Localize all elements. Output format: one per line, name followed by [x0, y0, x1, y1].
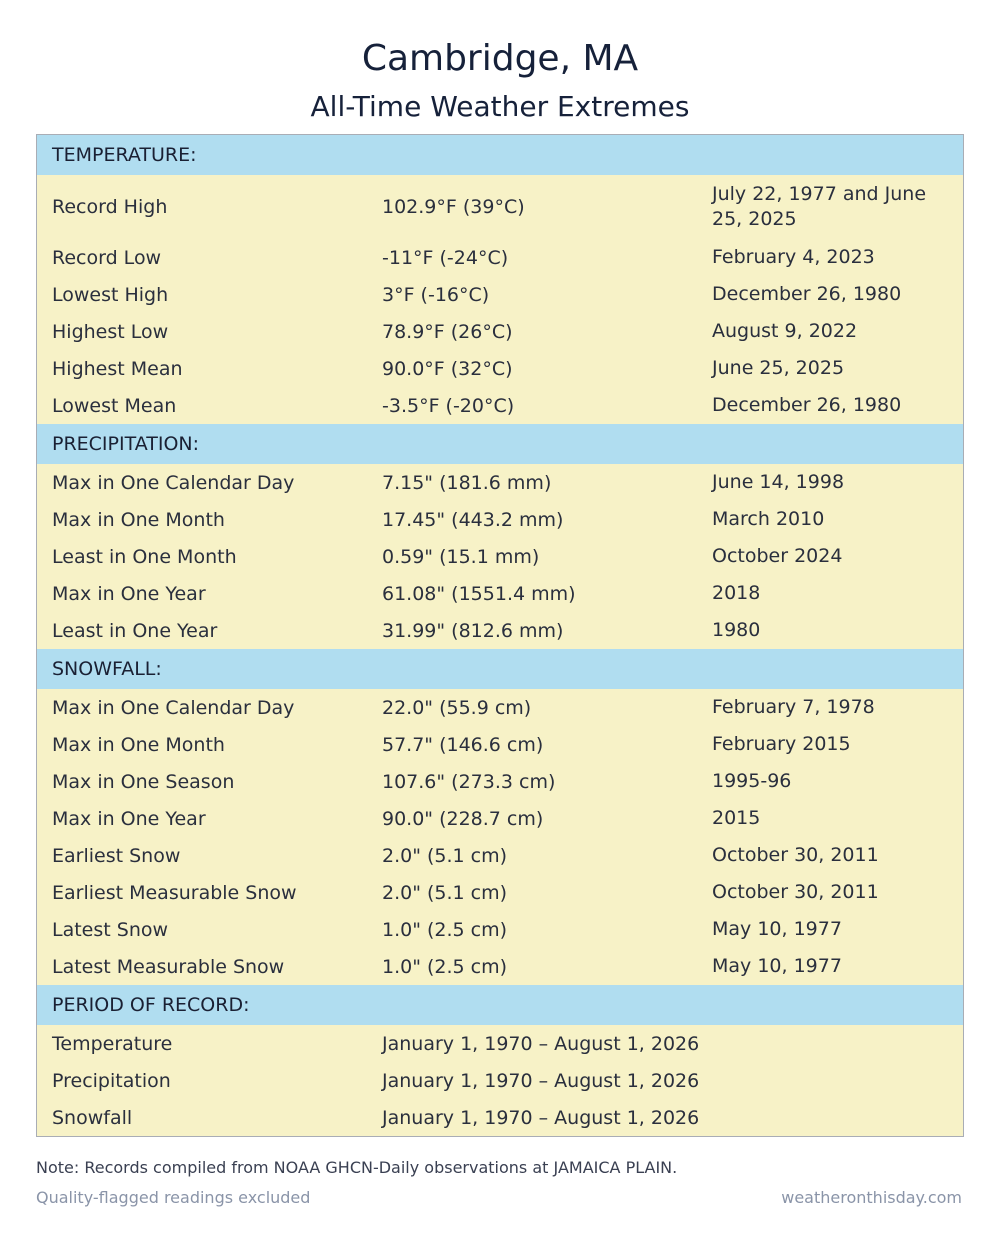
- row-label: Snowfall: [52, 1106, 133, 1129]
- row-value: 1.0" (2.5 cm): [382, 918, 508, 941]
- row-label: Earliest Snow: [52, 844, 181, 867]
- section-header-snowfall: SNOWFALL:: [37, 649, 963, 689]
- row-label: Max in One Calendar Day: [52, 471, 295, 494]
- footer-quality-note: Quality-flagged readings excluded: [36, 1188, 311, 1207]
- row-value: 0.59" (15.1 mm): [382, 545, 540, 568]
- row-value: January 1, 1970 – August 1, 2026: [382, 1106, 700, 1129]
- row-date: 1980: [712, 619, 761, 641]
- table-row: [37, 689, 963, 726]
- table-row: [37, 837, 963, 874]
- table-row: [37, 175, 963, 239]
- row-date: June 14, 1998: [712, 471, 845, 493]
- row-label: Least in One Year: [52, 619, 218, 642]
- row-date: 2018: [712, 582, 761, 604]
- row-value: 102.9°F (39°C): [382, 196, 525, 218]
- row-date: May 10, 1977: [712, 918, 842, 940]
- row-date: August 9, 2022: [712, 320, 858, 342]
- row-label: Precipitation: [52, 1069, 171, 1092]
- row-date: 2015: [712, 807, 761, 829]
- table-row: [37, 1025, 963, 1062]
- row-value: 2.0" (5.1 cm): [382, 844, 508, 867]
- row-label: Lowest High: [52, 283, 169, 306]
- extremes-table: [36, 134, 964, 1137]
- row-value: 3°F (-16°C): [382, 283, 490, 306]
- row-label: Earliest Measurable Snow: [52, 881, 297, 904]
- row-label: Temperature: [52, 1032, 173, 1055]
- section-header-period-of-record: PERIOD OF RECORD:: [37, 985, 963, 1025]
- row-value: 107.6" (273.3 cm): [382, 770, 556, 793]
- table-row: [37, 350, 963, 387]
- row-label: Highest Mean: [52, 357, 183, 380]
- row-date: December 26, 1980: [712, 283, 902, 305]
- table-row: [37, 313, 963, 350]
- row-label: Lowest Mean: [52, 394, 177, 417]
- table-row: [37, 387, 963, 424]
- row-value: 90.0°F (32°C): [382, 357, 513, 380]
- row-label: Max in One Season: [52, 770, 235, 793]
- table-row: [37, 239, 963, 276]
- table-row: [37, 1062, 963, 1099]
- row-date: February 7, 1978: [712, 696, 875, 718]
- row-label: Max in One Month: [52, 733, 225, 756]
- table-row: [37, 726, 963, 763]
- row-value: January 1, 1970 – August 1, 2026: [382, 1032, 700, 1055]
- row-value: 17.45" (443.2 mm): [382, 508, 564, 531]
- row-date: May 10, 1977: [712, 955, 842, 977]
- row-value: -3.5°F (-20°C): [382, 394, 515, 417]
- row-date: June 25, 2025: [712, 357, 845, 379]
- row-value: 2.0" (5.1 cm): [382, 881, 508, 904]
- row-label: Latest Measurable Snow: [52, 955, 285, 978]
- table-row: [37, 800, 963, 837]
- row-value: 78.9°F (26°C): [382, 320, 513, 343]
- row-date: October 30, 2011: [712, 844, 879, 866]
- table-row: [37, 575, 963, 612]
- row-date: 1995-96: [712, 770, 792, 792]
- row-date: December 26, 1980: [712, 394, 902, 416]
- row-value: January 1, 1970 – August 1, 2026: [382, 1069, 700, 1092]
- table-row: [37, 464, 963, 501]
- table-row: [37, 612, 963, 649]
- row-label: Max in One Calendar Day: [52, 696, 295, 719]
- page-subtitle: All-Time Weather Extremes: [310, 90, 690, 123]
- row-date: October 2024: [712, 545, 843, 567]
- row-value: 7.15" (181.6 mm): [382, 471, 552, 494]
- footer-site-credit: weatheronthisday.com: [781, 1188, 962, 1207]
- table-row: [37, 1099, 963, 1136]
- table-row: [37, 948, 963, 985]
- table-row: [37, 911, 963, 948]
- row-value: 61.08" (1551.4 mm): [382, 582, 576, 605]
- row-label: Latest Snow: [52, 918, 169, 941]
- table-row: [37, 538, 963, 575]
- row-value: -11°F (-24°C): [382, 246, 509, 269]
- row-label: Record Low: [52, 246, 162, 269]
- row-value: 1.0" (2.5 cm): [382, 955, 508, 978]
- table-row: [37, 501, 963, 538]
- row-label: Record High: [52, 196, 168, 218]
- row-value: 57.7" (146.6 cm): [382, 733, 544, 756]
- row-date: March 2010: [712, 508, 825, 530]
- row-label: Max in One Month: [52, 508, 225, 531]
- source-note: Note: Records compiled from NOAA GHCN-Daily observations at JAMAICA PLAIN.: [36, 1158, 678, 1177]
- row-value: 22.0" (55.9 cm): [382, 696, 532, 719]
- row-label: Max in One Year: [52, 582, 206, 605]
- row-date: February 4, 2023: [712, 246, 875, 268]
- table-row: [37, 874, 963, 911]
- table-row: [37, 763, 963, 800]
- row-date: July 22, 1977 and June 25, 2025: [712, 183, 927, 230]
- table-row: [37, 276, 963, 313]
- row-value: 90.0" (228.7 cm): [382, 807, 544, 830]
- row-value: 31.99" (812.6 mm): [382, 619, 564, 642]
- section-header-precipitation: PRECIPITATION:: [37, 424, 963, 464]
- row-label: Max in One Year: [52, 807, 206, 830]
- section-header-temperature: TEMPERATURE:: [37, 135, 963, 175]
- page-title: Cambridge, MA: [361, 38, 639, 79]
- row-label: Least in One Month: [52, 545, 237, 568]
- row-date: February 2015: [712, 733, 851, 755]
- row-label: Highest Low: [52, 320, 169, 343]
- row-date: October 30, 2011: [712, 881, 879, 903]
